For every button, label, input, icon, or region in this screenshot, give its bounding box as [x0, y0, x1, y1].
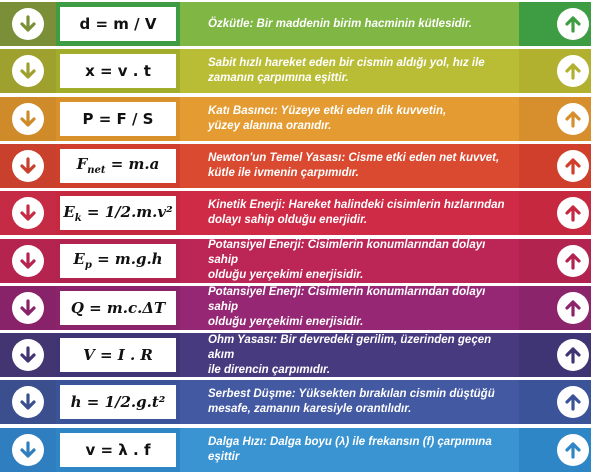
description-text: [208, 333, 513, 377]
row-description-panel: [180, 2, 519, 46]
scroll-up-button[interactable]: [557, 8, 589, 40]
row-right-panel: [519, 144, 591, 188]
row-left-panel: [0, 2, 56, 46]
formula-text: [71, 393, 166, 411]
row-formula-panel: [56, 97, 180, 141]
scroll-up-button[interactable]: [557, 150, 589, 182]
scroll-down-button[interactable]: [12, 292, 44, 324]
description-text: [208, 2, 513, 46]
arrow-down-icon: [18, 440, 38, 460]
row-formula-panel: [56, 239, 180, 283]
scroll-up-button[interactable]: [557, 386, 589, 418]
formula-box: [60, 196, 176, 230]
description-line-1: Newton'un Temel Yasası: Cisme etki eden net kuvvet,: [208, 151, 500, 164]
arrow-up-icon: [563, 61, 583, 81]
row-right-panel: [519, 97, 591, 141]
arrow-down-icon: [18, 14, 38, 34]
row-left-panel: [0, 49, 56, 93]
formula-row: [0, 191, 591, 235]
row-description-panel: [180, 333, 519, 377]
description-line-1: Ohm Yasası: Bir devredeki gerilim, üzerinden geçen akım: [208, 333, 492, 361]
formula-subscript: k: [74, 212, 82, 224]
row-description-panel: [180, 49, 519, 93]
formula-row: [0, 49, 591, 93]
row-left-panel: [0, 286, 56, 330]
formula-main: Q = m.c.ΔT: [70, 298, 166, 317]
row-right-panel: [519, 239, 591, 283]
description-line-1: Potansiyel Enerji: Cisimlerin konumlarından dolayı sahip: [208, 239, 486, 266]
scroll-down-button[interactable]: [12, 386, 44, 418]
formula-text: [73, 250, 162, 271]
arrow-down-icon: [18, 392, 38, 412]
description-text: [208, 191, 513, 235]
formula-main: d = m / V: [79, 15, 157, 33]
formula-text: [86, 441, 151, 459]
row-left-panel: [0, 191, 56, 235]
formula-row: [0, 239, 591, 283]
arrow-up-icon: [563, 392, 583, 412]
scroll-up-button[interactable]: [557, 434, 589, 466]
row-right-panel: [519, 2, 591, 46]
formula-text: [77, 155, 160, 176]
row-right-panel: [519, 49, 591, 93]
arrow-down-icon: [18, 109, 38, 129]
scroll-down-button[interactable]: [12, 150, 44, 182]
row-formula-panel: [56, 191, 180, 235]
formula-box: [60, 7, 176, 41]
formula-box: [60, 338, 176, 372]
formula-box: [60, 433, 176, 467]
arrow-up-icon: [563, 345, 583, 365]
scroll-down-button[interactable]: [12, 245, 44, 277]
row-formula-panel: [56, 49, 180, 93]
description-line-2: olduğu yerçekimi enerjisidir.: [208, 316, 364, 329]
scroll-down-button[interactable]: [12, 55, 44, 87]
description-line-2: kütle ile ivmenin çarpımıdır.: [208, 166, 359, 179]
description-line-1: Özkütle: Bir maddenin birim hacminin kütlesidir.: [208, 17, 472, 30]
formula-main: h = 1/2.g.t²: [70, 393, 166, 412]
formula-text: [63, 203, 172, 224]
formula-row: [0, 428, 591, 472]
row-right-panel: [519, 333, 591, 377]
description-text: [208, 144, 513, 188]
row-formula-panel: [56, 428, 180, 472]
row-formula-panel: [56, 286, 180, 330]
description-line-1: Serbest Düşme: Yüksekten bırakılan cismin düştüğü: [208, 388, 495, 401]
scroll-down-button[interactable]: [12, 8, 44, 40]
formula-text: [80, 15, 157, 33]
formula-rest: = m.a: [105, 155, 160, 174]
formula-row: [0, 380, 591, 424]
arrow-up-icon: [563, 14, 583, 34]
formula-text: [83, 110, 154, 128]
arrow-up-icon: [563, 440, 583, 460]
arrow-up-icon: [563, 251, 583, 271]
formula-row: [0, 286, 591, 330]
row-right-panel: [519, 286, 591, 330]
formula-text: [83, 346, 153, 364]
formula-row: [0, 97, 591, 141]
arrow-up-icon: [563, 109, 583, 129]
arrow-down-icon: [18, 156, 38, 176]
description-line-1: Potansiyel Enerji: Cisimlerin konumlarından dolayı sahip: [208, 286, 486, 314]
scroll-up-button[interactable]: [557, 339, 589, 371]
row-right-panel: [519, 380, 591, 424]
scroll-down-button[interactable]: [12, 103, 44, 135]
row-right-panel: [519, 428, 591, 472]
row-left-panel: [0, 144, 56, 188]
row-formula-panel: [56, 380, 180, 424]
scroll-down-button[interactable]: [12, 197, 44, 229]
arrow-down-icon: [18, 345, 38, 365]
formula-main: x = v . t: [85, 62, 151, 81]
arrow-down-icon: [18, 203, 38, 223]
scroll-up-button[interactable]: [557, 103, 589, 135]
formula-main: v = λ . f: [85, 440, 151, 459]
row-description-panel: [180, 428, 519, 472]
description-line-1: Katı Basıncı: Yüzeye etki eden dik kuvvetin,: [208, 104, 447, 117]
scroll-up-button[interactable]: [557, 292, 589, 324]
row-description-panel: [180, 239, 519, 283]
row-description-panel: [180, 144, 519, 188]
row-description-panel: [180, 380, 519, 424]
description-line-2: olduğu yerçekimi enerjisidir.: [208, 269, 364, 281]
description-line-1: Sabit hızlı hareket eden bir cismin aldığı yol, hız ile: [208, 57, 485, 70]
formula-main: E: [63, 202, 75, 221]
description-line-1: Kinetik Enerji: Hareket halindeki cisimlerin hızlarından: [208, 199, 505, 212]
row-description-panel: [180, 97, 519, 141]
row-left-panel: [0, 333, 56, 377]
description-text: [208, 97, 513, 141]
row-formula-panel: [56, 333, 180, 377]
row-left-panel: [0, 428, 56, 472]
formula-box: [60, 54, 176, 88]
description-line-2: zamanın çarpımına eşittir.: [208, 72, 349, 85]
formula-box: [60, 385, 176, 419]
formula-subscript: p: [84, 260, 92, 271]
scroll-up-button[interactable]: [557, 55, 589, 87]
scroll-up-button[interactable]: [557, 197, 589, 229]
scroll-down-button[interactable]: [12, 339, 44, 371]
formula-row: [0, 144, 591, 188]
row-description-panel: [180, 286, 519, 330]
arrow-up-icon: [563, 156, 583, 176]
row-left-panel: [0, 239, 56, 283]
arrow-up-icon: [563, 203, 583, 223]
description-line-2: mesafe, zamanın karesiyle orantılıdır.: [208, 403, 412, 416]
formula-rest: = m.g.h: [91, 250, 163, 268]
formula-box: [60, 291, 176, 325]
description-text: [208, 239, 513, 283]
description-line-2: yüzey alanına oranıdır.: [208, 119, 332, 132]
formula-main: P = F / S: [82, 109, 154, 128]
formula-box: [60, 149, 176, 183]
row-left-panel: [0, 97, 56, 141]
description-line-2: ile direncin çarpımıdır.: [208, 363, 331, 376]
arrow-down-icon: [18, 298, 38, 318]
arrow-down-icon: [18, 61, 38, 81]
formula-text: [85, 62, 151, 80]
arrow-down-icon: [18, 251, 38, 271]
row-right-panel: [519, 191, 591, 235]
formula-row: [0, 333, 591, 377]
row-left-panel: [0, 380, 56, 424]
description-line-2: dolayı sahip olduğu enerjidir.: [208, 214, 368, 227]
arrow-up-icon: [563, 298, 583, 318]
formula-row: [0, 2, 591, 46]
description-text: [208, 49, 513, 93]
description-line-1: Dalga Hızı: Dalga boyu (λ) ile frekansın (f) çarpımına eşittir: [208, 435, 492, 463]
description-text: [208, 286, 513, 330]
formula-text: [71, 299, 165, 317]
scroll-down-button[interactable]: [12, 434, 44, 466]
formula-subscript: net: [87, 165, 106, 177]
formula-main: F: [76, 155, 88, 174]
formula-box: [60, 244, 176, 278]
description-text: [208, 380, 513, 424]
row-formula-panel: [56, 144, 180, 188]
description-text: [208, 428, 513, 472]
formula-main: E: [73, 250, 85, 268]
formula-rest: = 1/2.m.v²: [81, 202, 173, 221]
formula-box: [60, 102, 176, 136]
formula-main: V = I . R: [83, 346, 153, 365]
row-description-panel: [180, 191, 519, 235]
row-formula-panel: [56, 2, 180, 46]
scroll-up-button[interactable]: [557, 245, 589, 277]
